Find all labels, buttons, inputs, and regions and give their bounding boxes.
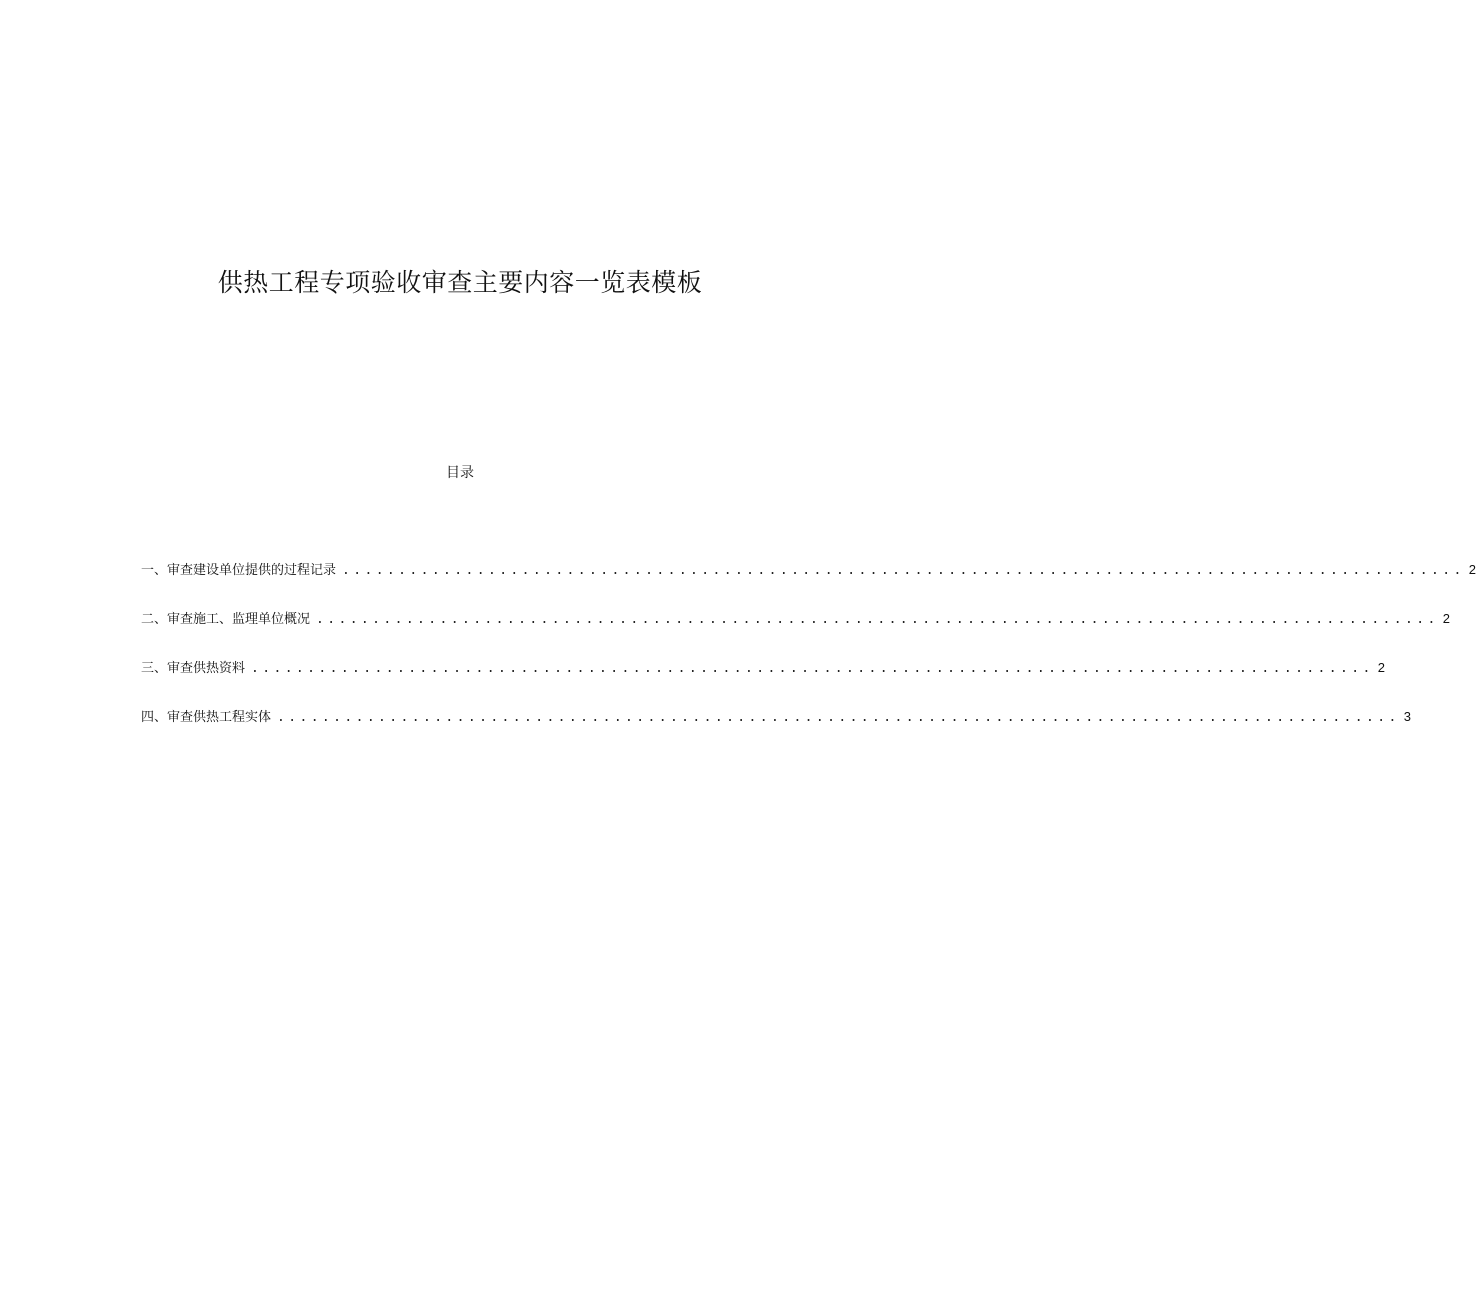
toc-dot-leader: .................................................................................................... xyxy=(251,661,1374,676)
toc-dot-leader: .................................................................................................... xyxy=(342,563,1465,578)
toc-entry[interactable] xyxy=(141,658,1385,707)
toc-entry-text[interactable]: 三、审查供热资料 xyxy=(141,661,246,676)
toc-dot-leader: .................................................................................................... xyxy=(277,710,1400,725)
toc-page-number: 2 xyxy=(1468,562,1476,577)
toc-entry-text[interactable]: 一、审查建设单位提供的过程记录 xyxy=(141,563,337,578)
toc-page-number: 2 xyxy=(1442,611,1450,626)
toc-page-number: 3 xyxy=(1403,709,1411,724)
toc-page-number: 2 xyxy=(1377,660,1385,675)
toc-entry-text[interactable]: 二、审查施工、监理单位概况 xyxy=(141,612,311,627)
document-title: 供热工程专项验收审查主要内容一览表模板 xyxy=(217,268,703,297)
table-of-contents xyxy=(141,560,1476,756)
toc-dot-leader: .................................................................................................... xyxy=(316,612,1439,627)
toc-entry[interactable] xyxy=(141,560,1476,609)
toc-entry[interactable] xyxy=(141,609,1450,658)
toc-entry-text[interactable]: 四、审查供热工程实体 xyxy=(141,710,272,725)
toc-entry[interactable] xyxy=(141,707,1411,756)
toc-heading: 目录 xyxy=(446,465,474,481)
